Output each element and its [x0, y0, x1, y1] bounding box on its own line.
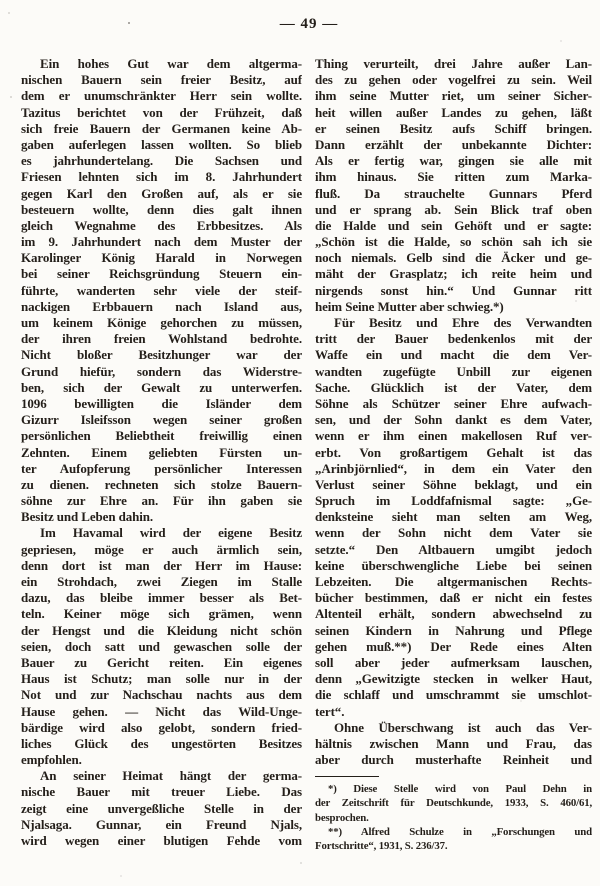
text-line: wird wegen einer blutigen Fehde vom [21, 833, 302, 848]
text-line: Als er fertig war, gingen sie alle mit [315, 153, 592, 169]
text-line: heim Seine Mutter aber schwieg.*) [315, 298, 504, 314]
text-line: Sache. Glücklich ist der Vater, dem [315, 379, 592, 395]
text-line: Tazitus berichtet von der Frühzeit, daß [21, 104, 302, 120]
text-line: Im Havamal wird der eigene Besitz [40, 525, 302, 541]
text-line: Ein hohes Gut war dem altgerma- [40, 56, 302, 71]
text-line: Spruch im Loddfafnismal sagte: „Ge- [315, 493, 592, 509]
text-line: ben, sich der Gewalt zu unterwerfen. [21, 379, 302, 395]
text-line: bücher bestimmen, daß er nicht ein festes [315, 590, 592, 606]
text-column-left [21, 56, 302, 853]
text-line: bei seiner Reichsgründung Steuern ein- [21, 266, 302, 282]
text-line: hältnis zwischen Mann und Frau, das [315, 735, 592, 751]
text-column-right [315, 56, 592, 853]
text-line: die schlaff und umschrammt sie umschlot- [315, 687, 592, 703]
text-line: denksteine sieht man selten am Weg, [315, 509, 592, 525]
text-line: söhne zur Ehre an. Für ihn gaben sie [21, 493, 302, 509]
text-line: führte, wanderten sehr viele der steif- [21, 282, 302, 298]
text-line: die Halde und sein Gehöft und er sagte: [315, 217, 592, 233]
text-line: ein Strohdach, zwei Ziegen im Stalle [21, 574, 302, 589]
text-line: Haus ist Schutz; man solle nur in der [21, 671, 302, 687]
text-line: Fortschritte“, 1931, S. 236/37. [315, 840, 448, 852]
text-line: seinen Kindern in Nahrung und Pflege [315, 622, 592, 638]
text-line: setzte.“ Den Altbauern umgibt jedoch [315, 541, 592, 557]
text-line: noch niemals. Gelb sind die Äcker und ge- [315, 250, 592, 266]
text-line: ihm hinaus. Sie ritten zum Marka- [315, 169, 592, 185]
text-line: heit willen außer Landes zu gehen, läßt [315, 104, 592, 120]
text-line: Friesen lehnten sich im 8. Jahrhundert [21, 169, 302, 185]
text-line: Verlust seiner Söhne beklagt, und ein [315, 476, 592, 492]
text-line: gegen Karl den Großen auf, als er sie [21, 185, 302, 201]
text-column-right-body [315, 56, 592, 768]
text-line: dazu, das bleibe immer besser als Bet- [21, 590, 302, 606]
text-line: liches Glück des ungestörten Besitzes [21, 735, 302, 751]
text-line: nackigen Erbbauern nach Island aus, [21, 298, 302, 314]
text-line: „Schön ist die Halde, so schön sah ich sie [315, 234, 592, 250]
text-line: Für Besitz und Ehre des Verwandten [334, 315, 592, 330]
text-line: besteuern wollte, denn dies galt ihnen [21, 201, 302, 217]
text-line: mäht der Grasplatz; ich reite heim und [315, 266, 592, 282]
text-line: erbt. Von großartigem Gehalt ist das [315, 444, 592, 460]
text-line: und er sprang ab. Sein Blick traf oben [315, 201, 592, 217]
text-line: der ihren freien Wohlstand bedrohte. [21, 331, 302, 347]
text-line: sen, und der Sohn dankt es dem Vater, [315, 412, 592, 428]
text-line: empfohlen. [21, 752, 82, 768]
text-line: An seiner Heimat hängt der germa- [40, 768, 302, 784]
text-line: Not und zur Nachschau nachts aus dem [21, 687, 302, 703]
text-line: Dann erzählt der unbekannte Dichter: [315, 136, 592, 152]
text-line: gaben auferlegen lassen wollten. So blieb [21, 136, 302, 152]
text-line: nirgends sonst hin.“ Und Gunnar ritt [315, 282, 592, 298]
footnote-separator-rule [315, 776, 379, 777]
text-line: nischen Bauern sein freier Besitz, auf [21, 72, 302, 88]
text-line: nische Bauer mit treuer Liebe. Das [21, 784, 302, 800]
text-line: Grund hiefür, sondern das Widerstre- [21, 363, 302, 379]
text-line: um keinem Könige gehorchen zu müssen, [21, 315, 302, 330]
text-line: des zu gehen oder vogelfrei zu sein. Weil [315, 72, 592, 88]
scan-speckles [0, 0, 2, 2]
page-number: — 49 — [279, 16, 339, 32]
text-line: Thing verurteilt, drei Jahre außer Lan- [315, 56, 592, 71]
text-line: fluß. Da strauchelte Gunnars Pferd [315, 185, 592, 201]
text-line: besprochen. [315, 811, 369, 824]
text-line: Hause gehen. — Nicht das Wild-Unge- [21, 703, 302, 719]
text-line: gepriesen, möge er auch ärmlich sein, [21, 541, 302, 557]
text-line: Gizurr Isleifsson wegen seiner großen [21, 412, 302, 428]
text-line: tritt der Bauer bedenkenlos mit der [315, 331, 592, 347]
text-line: seien, doch satt und gewaschen solle der [21, 638, 302, 654]
text-line: soll aber jeder aufmerksam lauschen, [315, 654, 592, 670]
text-columns [21, 56, 592, 853]
text-line: denn „Gewitzigte stecken in welker Haut, [315, 671, 592, 687]
text-line: Njalsaga. Gunnar, ein Freund Njals, [21, 816, 302, 832]
text-line: wenn er ihm einen makellosen Ruf ver- [315, 428, 592, 444]
text-line: wandten zugefügte Unbill zur eigenen [315, 363, 592, 379]
text-line: wenn der Sohn nicht dem Vater sie [315, 525, 592, 541]
text-line: Bauer zu Gericht reiten. Ein eigenes [21, 654, 302, 670]
text-line: Zehnten. Einem geliebten Fürsten un- [21, 444, 302, 460]
text-line: denn dort ist man der Herr im Hause: [21, 557, 302, 573]
text-line: zu dienen. rechneten sich stolze Bauern- [21, 476, 302, 492]
footnotes [315, 782, 592, 853]
text-line: ter Aufopferung persönlicher Interessen [21, 460, 302, 476]
text-line: Waffe ein und macht die dem Ver- [315, 347, 592, 363]
text-line: Söhne als Schützer seiner Ehre aufwach- [315, 395, 592, 411]
text-line: teln. Keiner möge sich grämen, wenn [21, 606, 302, 622]
text-line: persönlichen Beliebtheit freiwillig einen [21, 428, 302, 444]
text-line: der Hengst und die Kleidung nicht schön [21, 622, 302, 638]
text-line: *) Diese Stelle wird von Paul Dehn in [328, 783, 592, 796]
text-line: Karolinger König Harald in Norwegen [21, 250, 302, 266]
text-line: zeigt eine unvergeßliche Stelle in der [21, 800, 302, 816]
text-line: gleich Wegnahme des Erbbesitzes. Als [21, 217, 302, 233]
text-line: es jahrhundertelang. Die Sachsen und [21, 153, 302, 169]
text-line: 1096 bewilligten die Isländer dem [21, 395, 302, 411]
text-line: aber durch musterhafte Reinheit und [315, 752, 592, 768]
text-line: Besitz und Leben dahin. [21, 509, 154, 525]
text-line: dem er unumschränkter Herr sein wollte. [21, 88, 302, 104]
text-line: Lebzeiten. Die altgermanischen Rechts- [315, 574, 592, 589]
text-line: keine überschwengliche Liebe bei seinen [315, 557, 592, 573]
text-line: Altenteil erhält, sondern abwechselnd zu [315, 606, 592, 622]
text-line: er seinen Besitz aufs Schiff bringen. [315, 120, 592, 136]
text-line: sich freie Bauern der Germanen keine Ab- [21, 120, 302, 136]
text-line: tert“. [315, 703, 345, 719]
text-line: Ohne Überschwang ist auch das Ver- [334, 719, 592, 735]
text-line: ihm seine Mutter riet, um seiner Sicher- [315, 88, 592, 104]
text-line: **) Alfred Schulze in „Forschungen und [328, 825, 592, 838]
text-line: im 9. Jahrhundert nach dem Muster der [21, 234, 302, 250]
text-line: „Arinbjörnlied“, in dem ein Vater den [315, 460, 592, 476]
text-line: Nicht bloßer Besitzhunger war der [21, 347, 302, 363]
text-line: gehen muß.**) Der Rede eines Alten [315, 638, 592, 654]
text-line: bärdige wird also gelobt, sondern fried- [21, 719, 302, 735]
text-line: der Zeitschrift für Deutschkunde, 1933, S. 460/61, [315, 797, 592, 810]
